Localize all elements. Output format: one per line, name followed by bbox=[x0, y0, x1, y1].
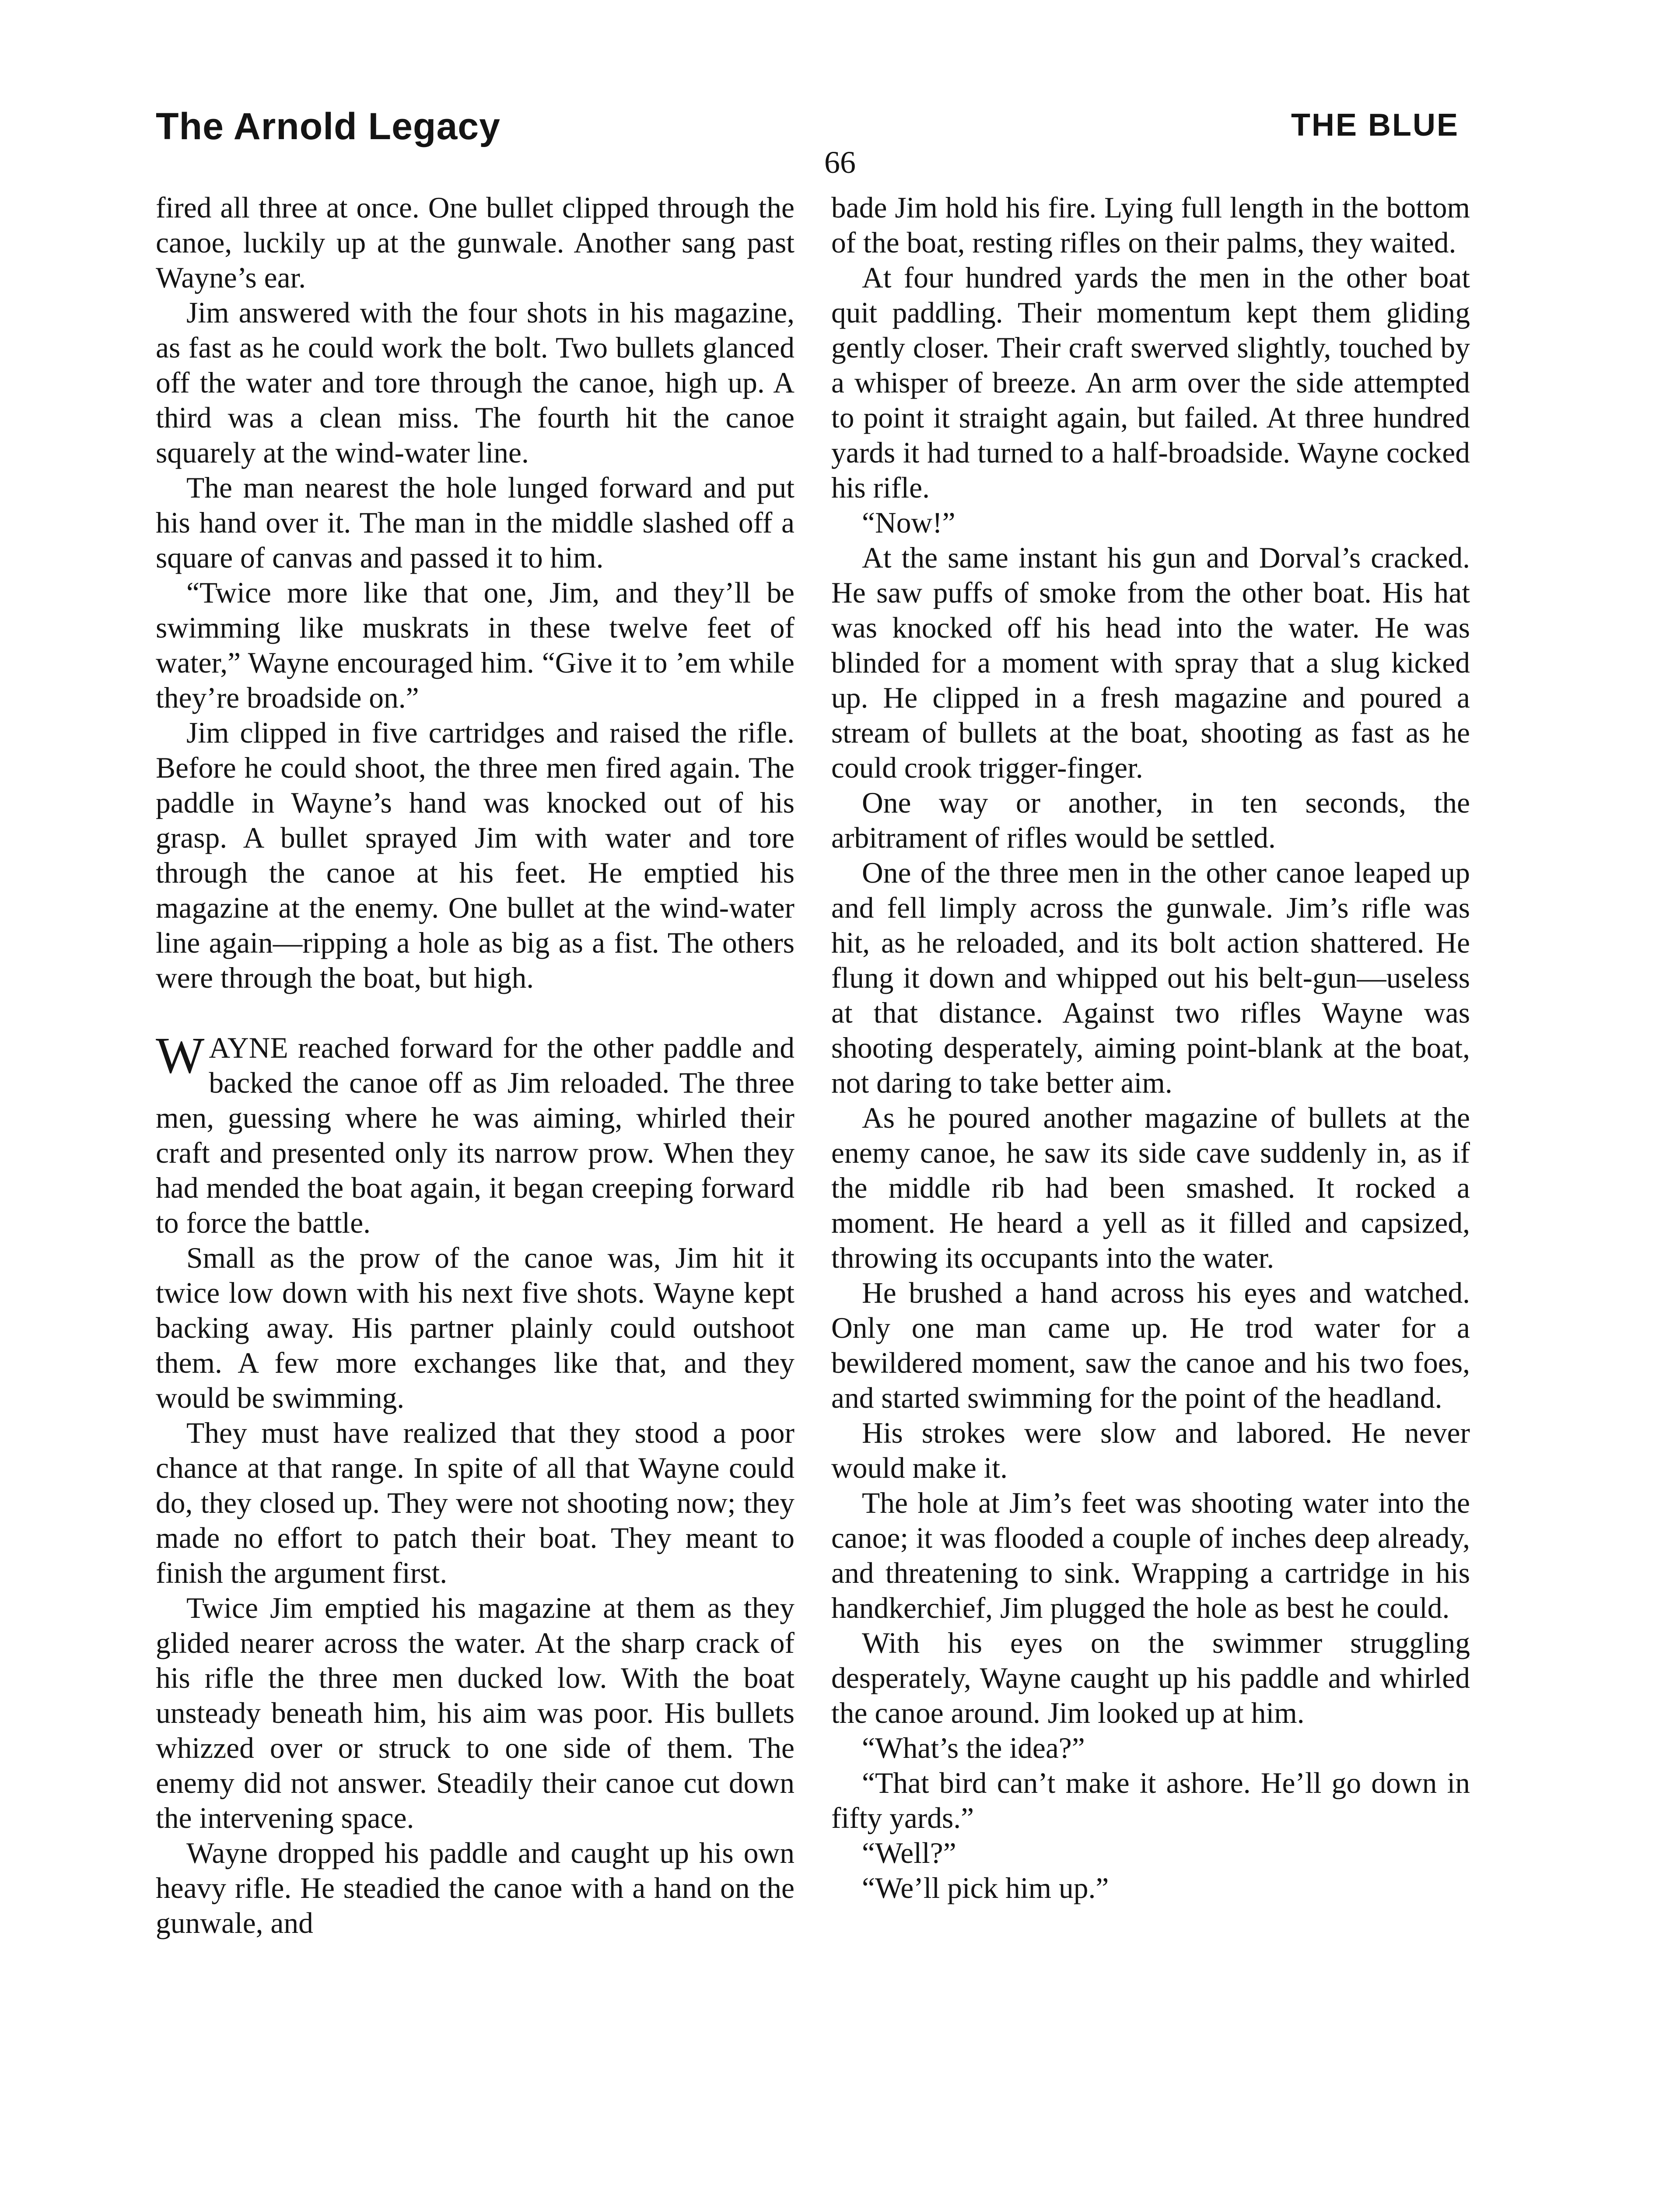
left-column bbox=[156, 190, 794, 1941]
paragraph: His strokes were slow and labored. He never would make it. bbox=[831, 1417, 1470, 1484]
paragraph: The hole at Jim’s feet was shooting water into the canoe; it was flooded a couple of inches deep already, and threatening to sink. Wrapping a cartridge in his handkerchief, Jim plugged the hole as best he could. bbox=[831, 1487, 1470, 1624]
story-title: The Arnold Legacy bbox=[156, 105, 500, 147]
paragraph: He brushed a hand across his eyes and watched. Only one man came up. He trod water for a bewildered moment, saw the canoe and his two foes, and started swimming for the point of the headland. bbox=[831, 1276, 1470, 1414]
page-number: 66 bbox=[824, 145, 856, 180]
section-opening-text: AYNE reached forward for the other paddle and backed the canoe off as Jim reloaded. The three men, guessing where he was aiming, whirled their craft and presented only its narrow prow. When they had mended the boat again, it began creeping forward to force the battle. bbox=[156, 1031, 794, 1239]
paragraph: One way or another, in ten seconds, the arbitrament of rifles would be settled. bbox=[831, 786, 1470, 854]
paragraph: “Twice more like that one, Jim, and they’ll be swimming like muskrats in these twelve feet of water,” Wayne encouraged him. “Give it to ’em while they’re broadside on.” bbox=[156, 576, 794, 714]
paragraph: Small as the prow of the canoe was, Jim hit it twice low down with his next five shots. Wayne kept backing away. His partner plainly could outshoot them. A few more exchanges like that, and they would be swimming. bbox=[156, 1241, 794, 1414]
paragraph: Twice Jim emptied his magazine at them as they glided nearer across the water. At the sharp crack of his rifle the three men ducked low. With the boat unsteady beneath him, his aim was poor. His bullets whizzed over or struck to one side of them. The enemy did not answer. Steadily their canoe cut down the intervening space. bbox=[156, 1592, 794, 1834]
paragraph: Jim answered with the four shots in his magazine, as fast as he could work the bolt. Two bullets glanced off the water and tore through the canoe, high up. A third was a clean miss. The fourth hit the canoe squarely at the wind-water line. bbox=[156, 296, 794, 469]
paragraph: “That bird can’t make it ashore. He’ll go down in fifty yards.” bbox=[831, 1767, 1470, 1834]
section-opening-paragraph bbox=[156, 1027, 794, 1241]
paragraph: They must have realized that they stood a poor chance at that range. In spite of all that Wayne could do, they closed up. They were not shooting now; they made no effort to patch their boat. They meant to finish the argument first. bbox=[156, 1417, 794, 1589]
paragraph: “Well?” bbox=[862, 1837, 956, 1869]
drop-cap: W bbox=[156, 1027, 205, 1084]
paragraph: At the same instant his gun and Dorval’s cracked. He saw puffs of smoke from the other boat. His hat was knocked off his head into the water. He was blinded for a moment with spray that a slug kicked up. He clipped in a fresh magazine and poured a stream of bullets at the boat, shooting as fast as he could crook trigger-finger. bbox=[831, 541, 1470, 784]
paragraph: fired all three at once. One bullet clipped through the canoe, luckily up at the gunwale. Another sang past Wayne’s ear. bbox=[156, 191, 794, 294]
paragraph: Wayne dropped his paddle and caught up his own heavy rifle. He steadied the canoe with a hand on the gunwale, and bbox=[156, 1837, 794, 1939]
paragraph: The man nearest the hole lunged forward and put his hand over it. The man in the middle slashed off a square of canvas and passed it to him. bbox=[156, 471, 794, 574]
paragraph: One of the three men in the other canoe leaped up and fell limply across the gunwale. Jim’s rifle was hit, as he reloaded, and its bolt action shattered. He flung it down and whipped out his belt-gun—useless at that distance. Against two rifles Wayne was shooting desperately, aiming point-blank at the boat, not daring to take better aim. bbox=[831, 856, 1470, 1099]
magazine-name: THE BLUE bbox=[1291, 108, 1459, 143]
paragraph: “Now!” bbox=[862, 506, 956, 539]
paragraph: bade Jim hold his fire. Lying full length in the bottom of the boat, resting rifles on their palms, they waited. bbox=[831, 191, 1470, 259]
paragraph: As he poured another magazine of bullets at the enemy canoe, he saw its side cave suddenly in, as if the middle rib had been smashed. It rocked a moment. He heard a yell as it filled and capsized, throwing its occupants into the water. bbox=[831, 1101, 1470, 1274]
paragraph: “We’ll pick him up.” bbox=[862, 1872, 1109, 1904]
right-column bbox=[831, 190, 1470, 1906]
paragraph: At four hundred yards the men in the other boat quit paddling. Their momentum kept them gliding gently closer. Their craft swerved slightly, touched by a whisper of breeze. An arm over the side attempted to point it straight again, but failed. At three hundred yards it had turned to a half-broadside. Wayne cocked his rifle. bbox=[831, 261, 1470, 504]
paragraph: With his eyes on the swimmer struggling desperately, Wayne caught up his paddle and whirled the canoe around. Jim looked up at him. bbox=[831, 1627, 1470, 1729]
paragraph: “What’s the idea?” bbox=[862, 1732, 1085, 1764]
paragraph: Jim clipped in five cartridges and raised the rifle. Before he could shoot, the three men fired again. The paddle in Wayne’s hand was knocked out of his grasp. A bullet sprayed Jim with water and tore through the canoe at his feet. He emptied his magazine at the enemy. One bullet at the wind-water line again—ripping a hole as big as a fist. The others were through the boat, but high. bbox=[156, 716, 794, 994]
